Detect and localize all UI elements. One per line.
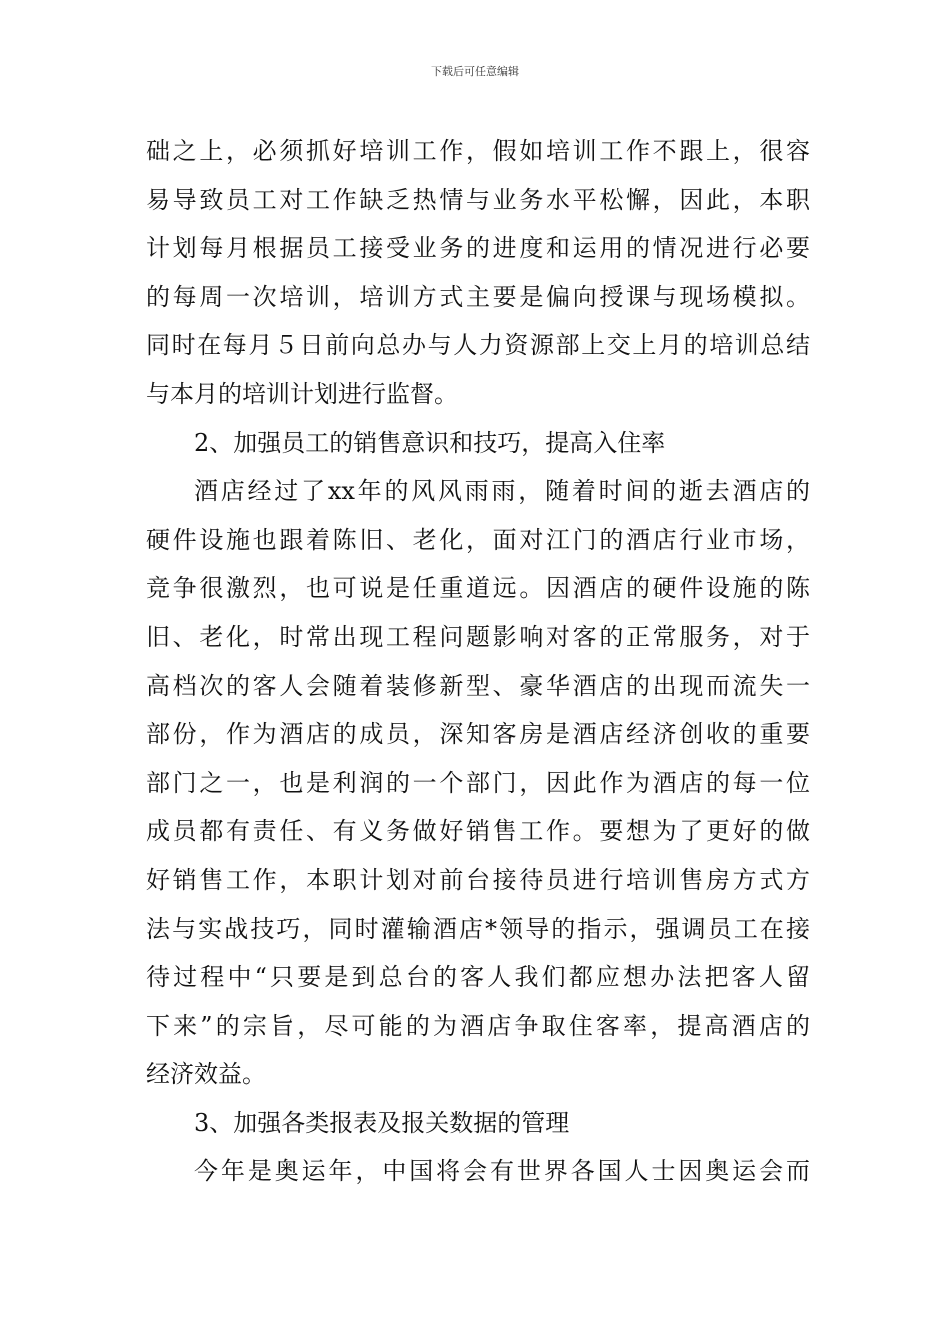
text-line: 部门之一，也是利润的一个部门，因此作为酒店的每一位 xyxy=(146,768,810,797)
text-line: 的每周一次培训，培训方式主要是偏向授课与现场模拟。 xyxy=(146,282,810,311)
text-line: 同时在每月５日前向总办与人力资源部上交上月的培训总结 xyxy=(146,331,810,360)
section-heading-2: 2、加强员工的销售意识和技巧，提高入住率 xyxy=(194,428,666,457)
text-line: 旧、老化，时常出现工程问题影响对客的正常服务，对于 xyxy=(146,622,810,651)
document-body xyxy=(146,127,810,1196)
text-line: 今年是奥运年，中国将会有世界各国人士因奥运会而 xyxy=(194,1157,810,1186)
text-line: 础之上，必须抓好培训工作，假如培训工作不跟上，很容 xyxy=(146,137,810,165)
text-line: 高档次的客人会随着装修新型、豪华酒店的出现而流失一 xyxy=(146,671,810,700)
paragraph-training xyxy=(146,127,810,419)
text-line: 计划每月根据员工接受业务的进度和运用的情况进行必要 xyxy=(146,234,810,263)
text-line: 部份，作为酒店的成员，深知客房是酒店经济创收的重要 xyxy=(146,720,810,749)
text-line: 酒店经过了xx年的风风雨雨，随着时间的逝去酒店的 xyxy=(194,477,810,506)
paragraph-sales xyxy=(146,467,810,1099)
text-line: 成员都有责任、有义务做好销售工作。要想为了更好的做 xyxy=(146,817,810,846)
text-line: 好销售工作，本职计划对前台接待员进行培训售房方式方 xyxy=(146,865,810,894)
text-line: 下来”的宗旨，尽可能的为酒店争取住客率，提高酒店的 xyxy=(146,1011,810,1040)
text-line: 法与实战技巧，同时灌输酒店*领导的指示，强调员工在接 xyxy=(146,914,810,943)
text-line: 竞争很激烈，也可说是任重道远。因酒店的硬件设施的陈 xyxy=(146,574,810,603)
paragraph-reports xyxy=(146,1147,810,1196)
section-heading-3: 3、加强各类报表及报关数据的管理 xyxy=(194,1108,570,1137)
text-line: 待过程中“只要是到总台的客人我们都应想办法把客人留 xyxy=(146,963,810,992)
text-line: 与本月的培训计划进行监督。 xyxy=(146,379,458,408)
text-line: 经济效益。 xyxy=(146,1060,266,1089)
text-line: 易导致员工对工作缺乏热情与业务水平松懈，因此，本职 xyxy=(146,185,810,214)
text-line: 硬件设施也跟着陈旧、老化，面对江门的酒店行业市场， xyxy=(146,525,810,554)
page-header: 下载后可任意编辑 xyxy=(431,65,519,78)
